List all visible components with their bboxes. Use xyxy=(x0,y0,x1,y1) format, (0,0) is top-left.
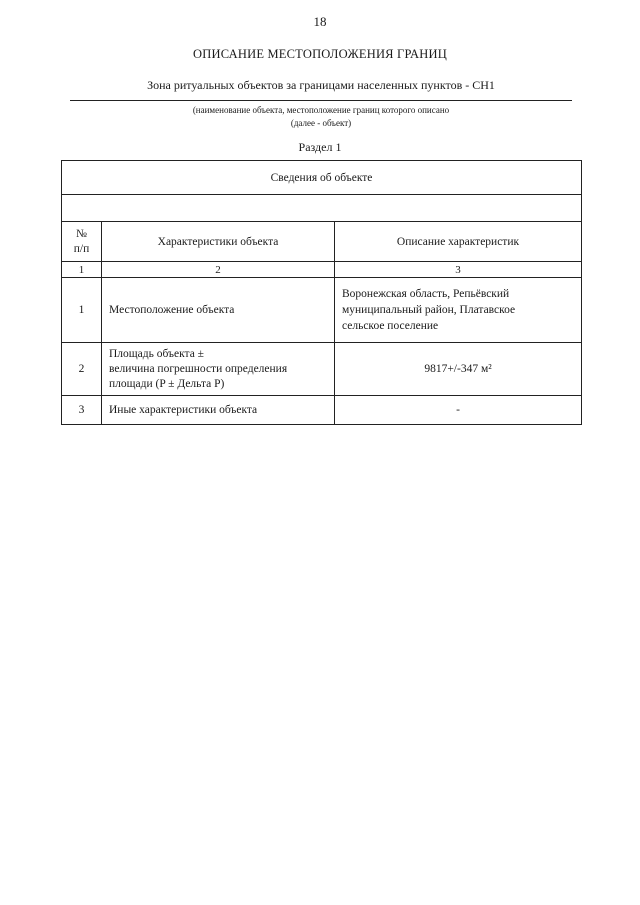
row-description-line: сельское поселение xyxy=(342,320,439,332)
column-number-1: 1 xyxy=(62,262,102,278)
table-blank-row xyxy=(62,195,582,222)
row-number: 1 xyxy=(62,278,102,343)
object-name: Зона ритуальных объектов за границами населенных пунктов - СН1 xyxy=(147,78,495,92)
row-number: 3 xyxy=(62,396,102,425)
table-row xyxy=(62,278,582,343)
table-row xyxy=(62,396,582,425)
table-header: Сведения об объекте xyxy=(62,161,582,195)
object-caption-line2: (далее - объект) xyxy=(290,118,352,128)
object-info-table xyxy=(61,160,582,425)
page-number: 18 xyxy=(313,14,327,29)
row-characteristic-line: площади (P ± Дельта P) xyxy=(109,377,225,390)
row-description-line: муниципальный район, Платавское xyxy=(342,304,516,316)
row-description xyxy=(335,278,582,343)
column-header-num-line1: № xyxy=(76,227,87,240)
row-description: 9817+/-347 м² xyxy=(335,343,582,396)
column-number-3: 3 xyxy=(335,262,582,278)
column-header-num xyxy=(62,222,102,262)
column-number-2: 2 xyxy=(102,262,335,278)
row-characteristic-line: Площадь объекта ± xyxy=(109,347,204,360)
table-row xyxy=(62,343,582,396)
object-caption-line1: (наименование объекта, местоположение границ которого описано xyxy=(192,105,450,115)
row-description-line: Воронежская область, Репьёвский xyxy=(342,288,510,300)
row-characteristic: Иные характеристики объекта xyxy=(102,396,335,425)
document-title: ОПИСАНИЕ МЕСТОПОЛОЖЕНИЯ ГРАНИЦ xyxy=(193,47,447,61)
column-header-description: Описание характеристик xyxy=(335,222,582,262)
row-characteristic xyxy=(102,343,335,396)
column-header-row xyxy=(62,222,582,262)
row-number: 2 xyxy=(62,343,102,396)
row-characteristic: Местоположение объекта xyxy=(102,278,335,343)
column-header-characteristic: Характеристики объекта xyxy=(102,222,335,262)
table-header-row xyxy=(62,161,582,195)
object-name-underline xyxy=(70,100,572,101)
column-header-num-line2: п/п xyxy=(73,242,90,255)
section-title: Раздел 1 xyxy=(298,140,342,154)
object-caption xyxy=(70,104,572,130)
row-description: - xyxy=(335,396,582,425)
column-number-row xyxy=(62,262,582,278)
table-blank-cell xyxy=(62,195,582,222)
row-characteristic-line: величина погрешности определения xyxy=(109,362,288,375)
